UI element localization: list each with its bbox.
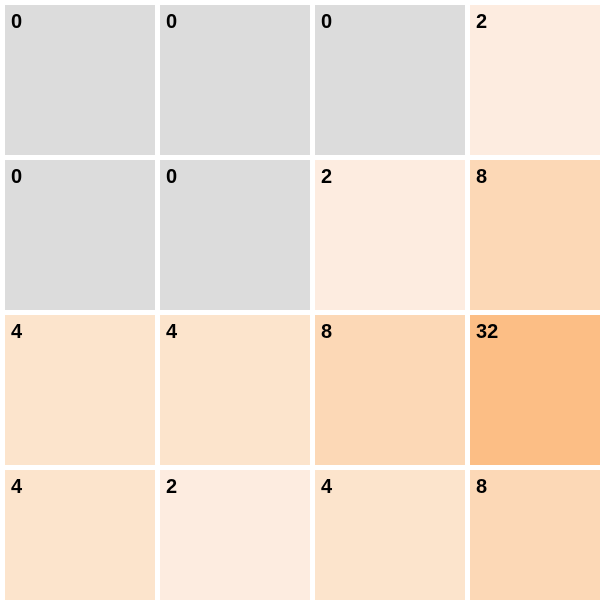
tile-r3-c2 [160, 315, 310, 465]
tile-value: 32 [476, 321, 499, 343]
tile-value: 4 [11, 476, 23, 498]
tile-value: 4 [11, 321, 23, 343]
tile-r1-c4 [470, 5, 600, 155]
tile-r3-c4 [470, 315, 600, 465]
tile-r3-c1 [5, 315, 155, 465]
tile-value: 0 [11, 11, 23, 33]
tile-value: 8 [321, 321, 333, 343]
tile-r3-c3 [315, 315, 465, 465]
tile-value: 2 [166, 476, 178, 498]
tile-r1-c1 [5, 5, 155, 155]
tile-value: 4 [166, 321, 178, 343]
tile-value: 4 [321, 476, 333, 498]
tile-value: 0 [166, 11, 178, 33]
tile-r4-c4 [470, 470, 600, 600]
tile-r1-c3 [315, 5, 465, 155]
tile-r4-c3 [315, 470, 465, 600]
tile-value: 0 [166, 166, 178, 188]
tile-r4-c2 [160, 470, 310, 600]
tile-r2-c1 [5, 160, 155, 310]
tile-r1-c2 [160, 5, 310, 155]
tile-r2-c2 [160, 160, 310, 310]
tile-r4-c1 [5, 470, 155, 600]
tile-value: 0 [321, 11, 333, 33]
tile-value: 0 [11, 166, 23, 188]
tile-value: 8 [476, 476, 488, 498]
tile-value: 2 [476, 11, 488, 33]
tile-value: 8 [476, 166, 488, 188]
tile-r2-c4 [470, 160, 600, 310]
tile-r2-c3 [315, 160, 465, 310]
tile-value: 2 [321, 166, 333, 188]
